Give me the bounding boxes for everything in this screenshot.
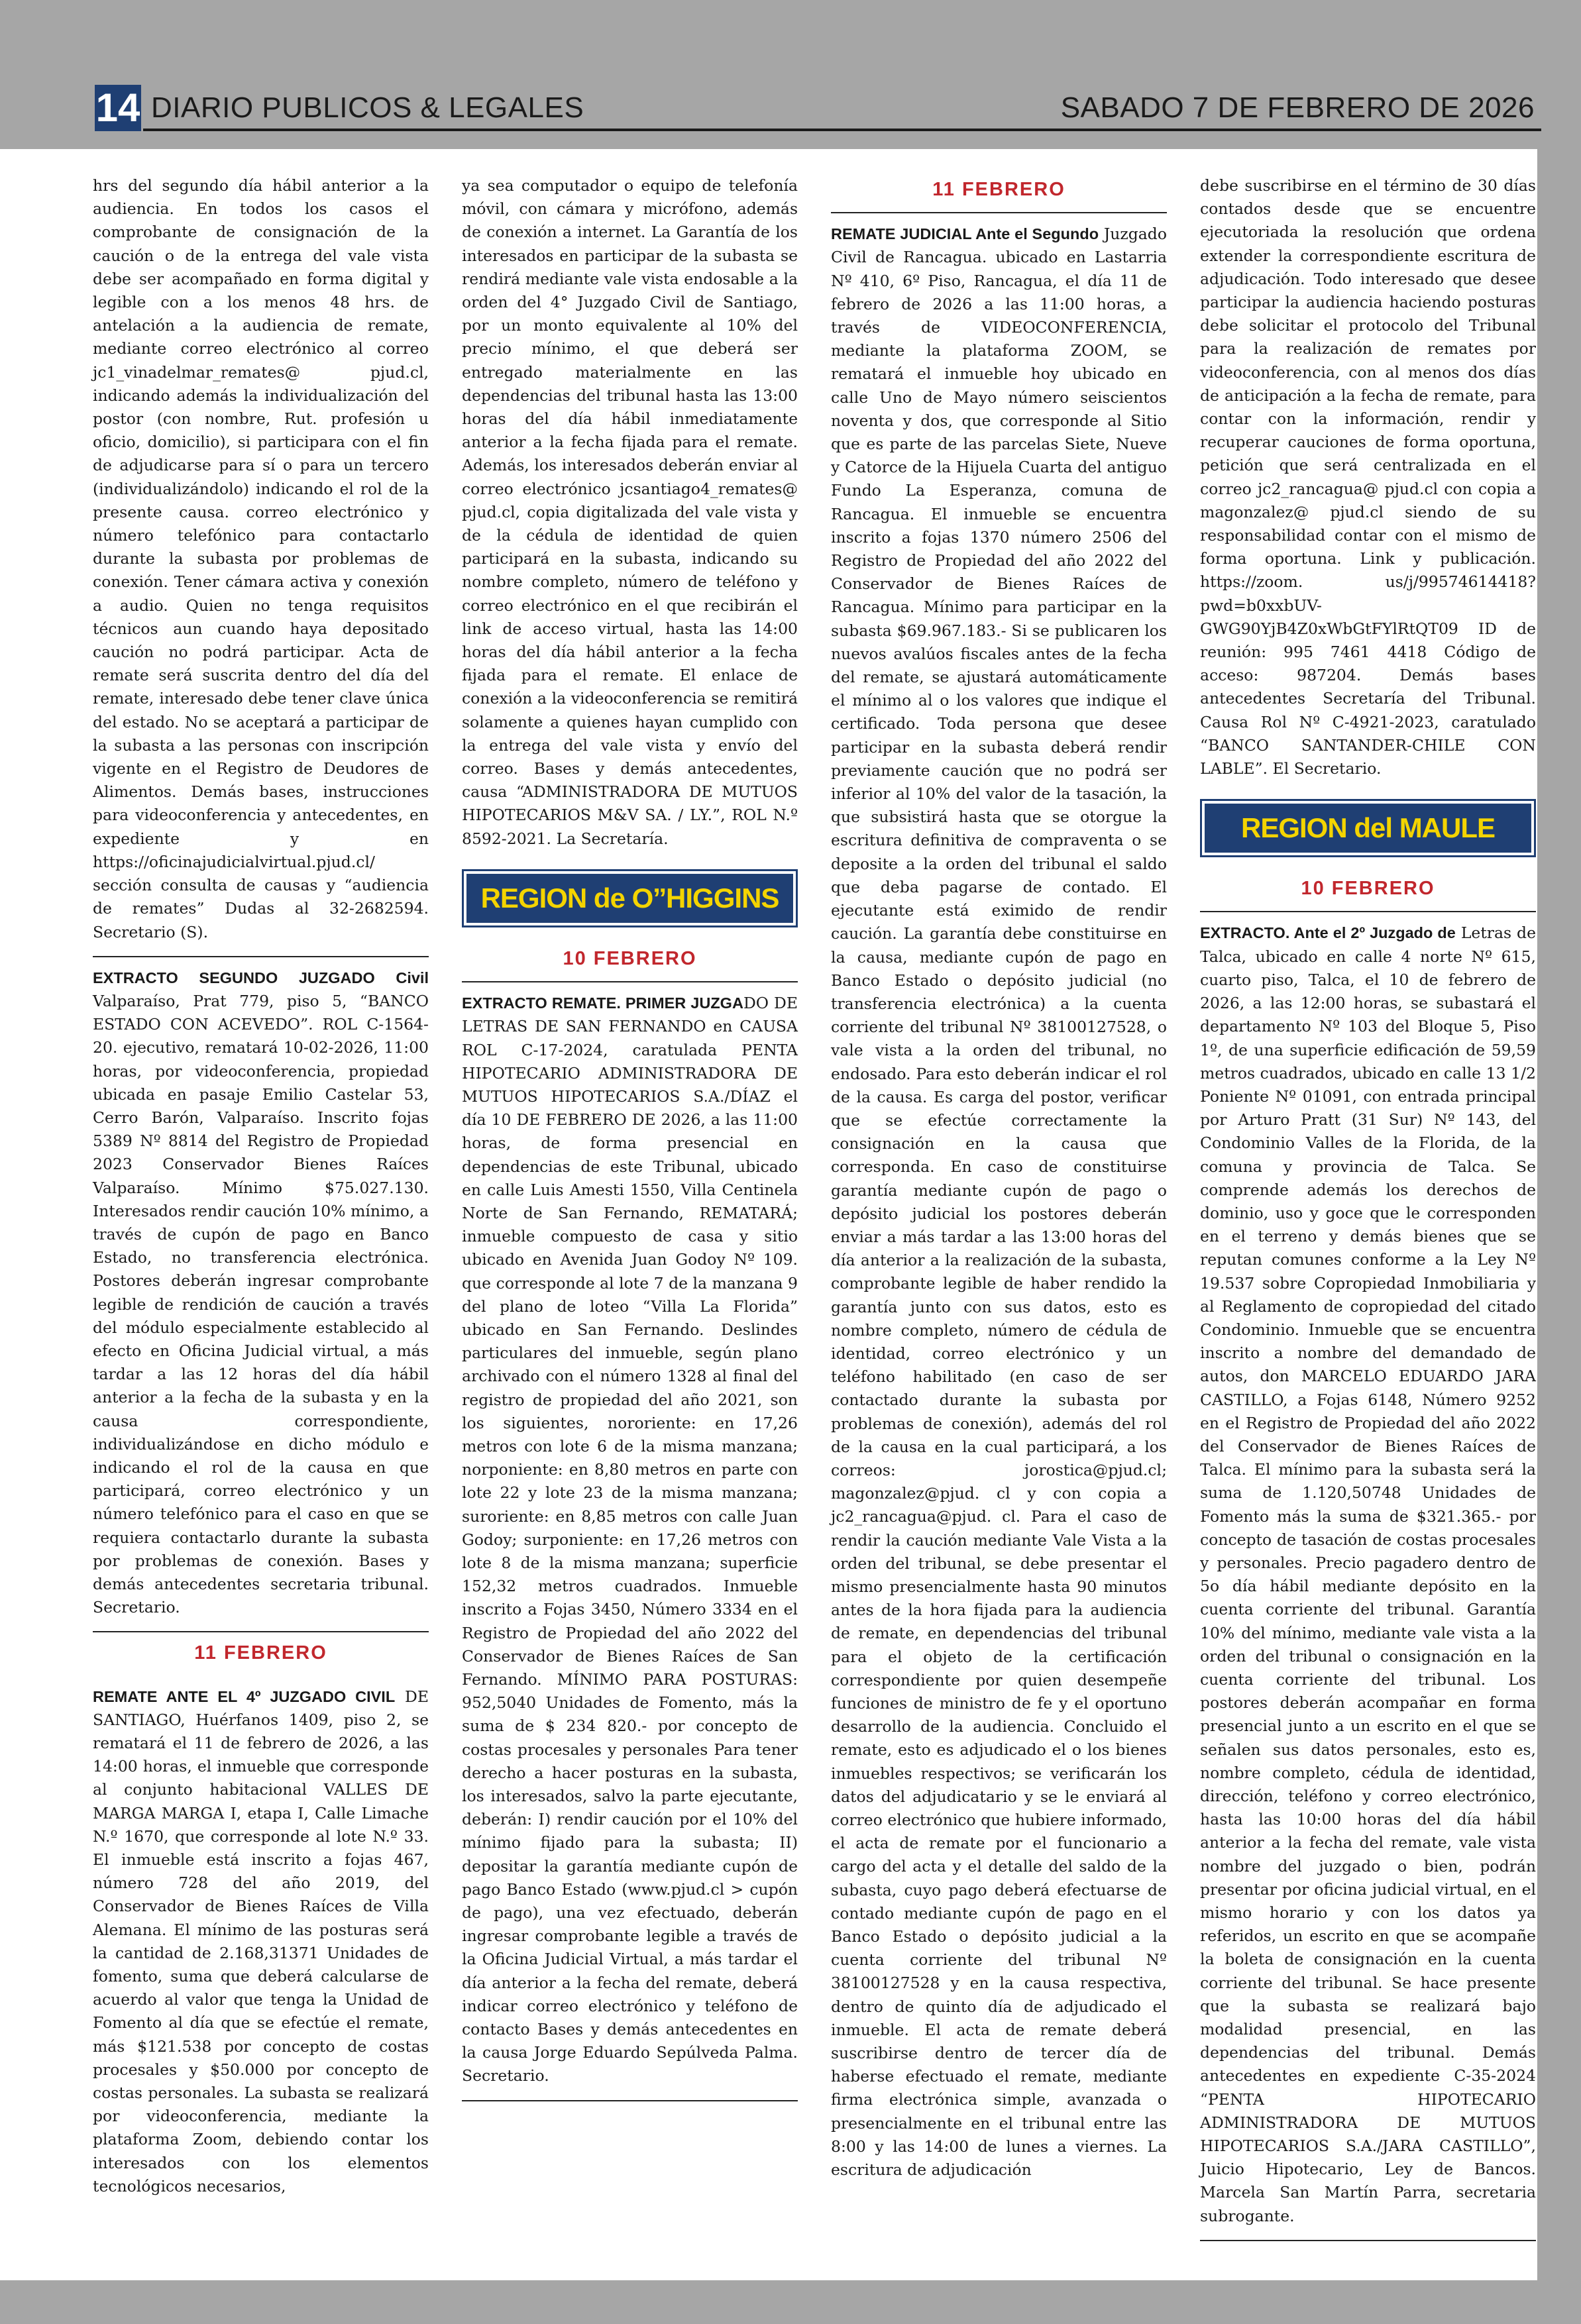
notice-divider: [1200, 2240, 1536, 2241]
header-rule: [143, 129, 1541, 131]
notice-valparaiso: [93, 967, 429, 1620]
date-heading: 10 FEBRERO: [563, 947, 697, 969]
notice-lead: REMATE JUDICIAL Ante el Segundo: [831, 225, 1099, 243]
notice-lead: EXTRACTO. Ante el 2º Juzgado de: [1200, 924, 1456, 942]
notice-body: DE SANTIAGO, Huérfanos 1409, piso 2, se rematará el 11 de febrero de 2026, a las 14:00 horas, el inmueble que corresponde al conjunto habitacional VALLES DE MARGA MARGA I, etapa I, Calle Limache N.º 1670, que corresponde al lote N.º 33. El inmueble está inscrito a fojas 467, número 728 del año 2019, del Conservador de Bienes Raíces de Villa Alemana. El mínimo de las posturas será la cantidad de 2.168,31371 Unidades de fomento, suma que deberá calcularse de acuerdo al valor que tenga la Unidad de Fomento al día que se efectúe el remate, más $121.538 por concepto de costas procesales y $50.000 por concepto de costas personales. La subasta se realizará por videoconferencia, mediante la plataforma Zoom, debiendo contar los interesados con los elementos tecnológicos necesarios,: [93, 1687, 429, 2195]
notice-continuation: ya sea computador o equipo de telefonía móvil, con cámara y micrófono, además de conexión a internet. La Garantía de los interesados en participar de la subasta se rendirá mediante vale vista endosable a la orden del 4° Juzgado Civil de Santiago, por un monto equivalente al 10% del precio mínimo, el que deberá ser entregado materialmente en las dependencias del tribunal hasta las 13:00 horas del día hábil inmediatamente anterior a la fecha fijada para el remate. Además, los interesados deberán enviar al correo electrónico jcsantiago4_remates@ pjud.cl, copia digitalizada del vale vista y de la cédula de identidad de quien participará en la subasta, indicando su nombre completo, número de teléfono y correo electrónico en el que recibirán el link de acceso virtual, hasta las 14:00 horas del día hábil anterior a la fecha fijada para el remate. El enlace de conexión a la videoconferencia se remitirá solamente a quienes hayan cumplido con la entrega del vale vista y envío del correo. Bases y demás antecedentes, causa “ADMINISTRADORA DE MUTUOS HIPOTECARIOS M&V SA. / LY.”, ROL N.º 8592-2021. La Secretaría.: [462, 176, 798, 848]
column-2: [462, 174, 798, 2111]
notice-san-fernando: [462, 992, 798, 2088]
notice-divider: [1200, 911, 1536, 912]
notice-divider: [462, 2100, 798, 2101]
region-banner-maule: [1200, 799, 1536, 857]
notice-body: Letras de Talca, ubicado en calle 4 norte Nº 615, cuarto piso, Talca, el 10 de febrero de 2026, a las 12:00 horas, se subastará el departamento Nº 103 del Bloque 5, Piso 1º, de una superficie edificación de 59,59 metros cuadrados, ubicado en calle 13 1/2 Poniente Nº 01091, con entrada principal por Arturo Pratt (31 Sur) Nº 143, del Condominio Valles de la Florida, de la comuna y provincia de Talca. Se comprende además los derechos de dominio, uso y goce que le corresponden en el terreno y demás bienes que se reputan comunes conforme a la Ley Nº 19.537 sobre Copropiedad Inmobiliaria y al Reglamento de copropiedad del citado Condominio. Inmueble que se encuentra inscrito a nombre del demandado de autos, don MARCELO EDUARDO JARA CASTILLO, a Fojas 6148, Número 9252 en el Registro de Propiedad del año 2022 del Conservador de Bienes Raíces de Talca. El mínimo para la subasta será la suma de 1.120,50748 Unidades de Fomento más la suma de $321.365.- por concepto de tasación de costas procesales y personales. Precio pagadero dentro de 5o día hábil mediante depósito en la cuenta corriente del tribunal. Garantía 10% del mínimo, mediante vale vista a la orden del tribunal o consignación en la cuenta corriente del tribunal. Los postores deberán acompañar en forma presencial junto a un escrito en el que se señalen sus datos personales, esto es, nombre completo, cédula de identidad, dirección, teléfono y correo electrónico, hasta las 10:00 horas del día hábil anterior a la fecha del remate, vale vista nombre del juzgado o bien, podrán presentar por oficina judicial virtual, en el mismo horario y con los datos ya referidos, un escrito en que se acompañe la boleta de consignación en la cuenta corriente del tribunal. Se hace presente que la subasta se realizará bajo modalidad presencial, en las dependencias del tribunal. Demás antecedentes en expediente C-35-2024 “PENTA HIPOTECARIO ADMINISTRADORA DE MUTUOS HIPOTECARIOS S.A./JARA CASTILLO”, Juicio Hipotecario, Ley de Bancos. Marcela San Martín Parra, secretaria subrogante.: [1200, 924, 1536, 2225]
notice-divider: [93, 956, 429, 957]
notice-divider: [831, 212, 1167, 213]
notice-rancagua: [831, 223, 1167, 2182]
publication-title: DIARIO PUBLICOS & LEGALES: [151, 91, 584, 124]
newspaper-page: [0, 149, 1537, 2280]
region-title: REGION de O’’HIGGINS: [466, 874, 793, 923]
column-4: [1200, 174, 1536, 2250]
page-number: 14: [95, 85, 140, 130]
notice-body: DO DE LETRAS DE SAN FERNANDO en CAUSA ROL C-17-2024, caratulada PENTA HIPOTECARIO ADMINISTRADORA DE MUTUOS HIPOTECARIOS S.A./DÍAZ el día 10 DE FEBRERO DE 2026, a las 11:00 horas, de forma presencial en dependencias de este Tribunal, ubicado en calle Luis Amesti 1550, Villa Centinela Norte de San Fernando, REMATARÁ; inmueble compuesto de casa y sitio ubicado en Avenida Juan Godoy Nº 109. que corresponde al lote 7 de la manzana 9 del plano de loteo “Villa La Florida” ubicado en San Fernando. Deslindes particulares del inmueble, según plano archivado con el número 1328 al final del registro de propiedad del año 2021, son los siguientes, nororiente: en 17,26 metros con lote 6 de la misma manzana; norponiente: en 8,80 metros en parte con lote 22 y lote 23 de la misma manzana; suroriente: en 8,85 metros con calle Juan Godoy; surponiente: en 17,26 metros con lote 8 de la misma manzana; superficie 152,32 metros cuadrados. Inmueble inscrito a Fojas 3450, Número 3334 en el Registro de Propiedad del año 2022 del Conservador de Bienes Raíces de San Fernando. MÍNIMO PARA POSTURAS: 952,5040 Unidades de Fomento, más la suma de $ 234 820.- por concepto de costas procesales y personales Para tener derecho a hacer posturas en la subasta, los interesados, salvo la parte ejecutante, deberán: I) rendir caución por el 10% del mínimo fijado para la subasta; II) depositar la garantía mediante cupón de pago Banco Estado (www.pjud.cl > cupón de pago), una vez efectuado, deberán ingresar comprobante legible a través de la Oficina Judicial Virtual, a más tardar el día anterior a la fecha del remate, deberá indicar correo electrónico y teléfono de contacto Bases y demás antecedentes en la causa Jorge Eduardo Sepúlveda Palma. Secretario.: [462, 994, 798, 2086]
notice-continuation: hrs del segundo día hábil anterior a la audiencia. En todos los casos el comprobante de consignación de la caución o de la entrega del vale vista debe ser acompañado en forma digital y legible con a los menos 48 hrs. de antelación a la audiencia de remate, mediante correo electrónico al correo jc1_vinadelmar_remates@ pjud.cl, indicando además la individualización del postor (con nombre, Rut. profesión u oficio, domicilio), si participara con el fin de adjudicarse para sí o para un tercero (individualizándolo) indicando el rol de la presente causa. correo electrónico y número telefónico para contactarlo durante la subasta por problemas de conexión. Tener cámara activa y conexión a audio. Quien no tenga requisitos técnicos aun cuando haya depositado caución no podrá participar. Acta de remate será suscrita dentro del día del remate, interesado debe tener clave única del estado. No se aceptará a participar de la subasta a las personas con inscripción vigente en el Registro de Deudores de Alimentos. Demás bases, instrucciones para videoconferencia y antecedentes, en expediente y en https://oficinajudicialvirtual.pjud.cl/ sección consulta de causas y “audiencia de remates” Dudas al 32-2682594. Secretario (S).: [93, 176, 429, 941]
region-title: REGION del MAULE: [1205, 804, 1531, 853]
column-3: [831, 174, 1167, 2182]
date-heading: 11 FEBRERO: [932, 179, 1065, 200]
issue-date: SABADO 7 DE FEBRERO DE 2026: [1060, 91, 1535, 124]
notice-talca: [1200, 922, 1536, 2227]
notice-body: Juzgado Civil de Rancagua. ubicado en Lastarria Nº 410, 6º Piso, Rancagua, el día 11 de febrero de 2026 a las 11:00 horas, a través de VIDEOCONFERENCIA, mediante la plataforma ZOOM, se rematará el inmueble hoy ubicado en calle Uno de Mayo número seiscientos noventa y dos, que corresponde al Sitio que es parte de las parcelas Siete, Nueve y Catorce de la Hijuela Cuarta del antiguo Fundo La Esperanza, comuna de Rancagua. El inmueble se encuentra inscrito a fojas 1370 número 2506 del Registro de Propiedad del año 2022 del Conservador de Bienes Raíces de Rancagua. Mínimo para participar en la subasta $69.967.183.- Si se publicaren los nuevos avalúos fiscales antes de la fecha del remate, se ajustará automáticamente el mínimo al o los valores que indique el certificado. Toda persona que desee participar en la subasta deberá rendir previamente caución que no podrá ser inferior al 10% del valor de la tasación, la que subsistirá hasta que se otorgue la escritura definitiva de compraventa o se deposite a la orden del tribunal el saldo que deba pagarse de contado. El ejecutante está eximido de rendir caución. La garantía debe constituirse en la causa, mediante cupón de pago en Banco Estado o depósito judicial (no transferencia electrónica) a la cuenta corriente del tribunal Nº 38100127528, o vale vista a la orden del tribunal, no endosado. Para esto deberán indicar el rol de la causa. Es carga del postor, verificar que se efectúe correctamente la consignación en la causa que corresponda. En caso de constituirse garantía mediante cupón de pago o depósito judicial los postores deberán enviar a más tardar a las 13:00 horas del día anterior a la realización de la subasta, comprobante legible de haber rendido la garantía junto con sus datos, esto es nombre completo, número de cédula de identidad, correo electrónico y un teléfono habilitado (en caso de ser contactado durante la subasta por problemas de conexión), además del rol de la causa en la cual participará, a los correos: jorostica@pjud.cl; magonzalez@pjud. cl y con copia a jc2_rancagua@pjud. cl. Para el caso de rendir la caución mediante Vale Vista a la orden del tribunal, se debe presentar el mismo presencialmente hasta 90 minutos antes de la hora fijada para la audiencia de remate, en dependencias del tribunal para el objeto de la certificación correspondiente por quien desempeñe funciones de ministro de fe y el oportuno desarrollo de la audiencia. Concluido el remate, esto es adjudicado el o los bienes inmuebles respectivos; se verificarán los datos del adjudicatario y se le enviará al correo electrónico que hubiere informado, el acta de remate por el funcionario a cargo del acta y el detalle del saldo de la subasta, cuyo pago deberá efectuarse de contado mediante cupón de pago en el Banco Estado o depósito judicial a la cuenta corriente del tribunal Nº 38100127528 y en la causa respectiva, dentro de quinto día de adjudicado el inmueble. El acta de remate deberá suscribirse dentro de tercer día de haberse efectuado el remate, mediante firma electrónica simple, avanzada o presencialmente en el tribunal entre las 8:00 y las 14:00 de lunes a viernes. La escritura de adjudicación: [831, 225, 1167, 2180]
notice-divider: [462, 981, 798, 982]
notice-santiago: [93, 1685, 429, 2198]
notice-body: Valparaíso, Prat 779, piso 5, “BANCO ESTADO CON ACEVEDO”. ROL C-1564-20. ejecutivo, rematará 10-02-2026, 11:00 horas, por videoconferencia, propiedad ubicada en pasaje Emilio Castelar 53, Cerro Barón, Valparaíso. Inscrito fojas 5389 Nº 8814 del Registro de Propiedad 2023 Conservador Bienes Raíces Valparaíso. Mínimo $75.027.130. Interesados rendir caución 10% mínimo, a través de cupón de pago en Banco Estado, no transferencia electrónica. Postores deberán ingresar comprobante legible de rendición de caución a través del módulo especialmente establecido al efecto en Oficina Judicial virtual, a más tardar a las 12 horas del día hábil anterior a la fecha de la subasta y en la causa correspondiente, individualizándose en dicho módulo e indicando el rol de la causa en que participará, correo electrónico y un número telefónico para el caso en que se requiera contactarlo durante la subasta por problemas de conexión. Bases y demás antecedentes secretaria tribunal. Secretario.: [93, 991, 429, 1617]
date-heading: 11 FEBRERO: [194, 1642, 327, 1664]
notice-continuation: debe suscribirse en el término de 30 días contados desde que se encuentre ejecutoriada la resolución que ordena extender la correspondiente escritura de adjudicación. Todo interesado que desee participar la audiencia haciendo posturas debe solicitar el protocolo del Tribunal para la realización de remates por videoconferencia, con al menos dos días de anticipación a la fecha de remate, para contar con la información, rendir y recuperar cauciones de forma oportuna, petición que será centralizada en el correo jc2_rancagua@ pjud.cl con copia a magonzalez@ pjud.cl siendo de su responsabilidad contar con el mismo de forma oportuna. Link y publicación. https://zoom. us/j/99574614418?pwd=b0xxbUV-GWG90YjB4Z0xWbGtFYlRtQT09 ID de reunión: 995 7461 4418 Código de acceso: 987204. Demás bases antecedentes Secretaría del Tribunal. Causa Rol Nº C-4921-2023, caratulado “BANCO SANTANDER-CHILE CON LABLE”. El Secretario.: [1200, 176, 1536, 778]
notice-lead: REMATE ANTE EL 4º JUZGADO CIVIL: [93, 1687, 396, 1705]
region-banner-ohiggins: [462, 869, 798, 927]
notice-lead: EXTRACTO REMATE. PRIMER JUZGA: [462, 994, 743, 1012]
date-heading: 10 FEBRERO: [1301, 878, 1435, 900]
notice-lead: EXTRACTO SEGUNDO JUZGADO Civil: [93, 969, 429, 986]
page-header: [0, 0, 1581, 149]
column-1: [93, 174, 429, 2198]
notice-divider: [93, 1631, 429, 1632]
